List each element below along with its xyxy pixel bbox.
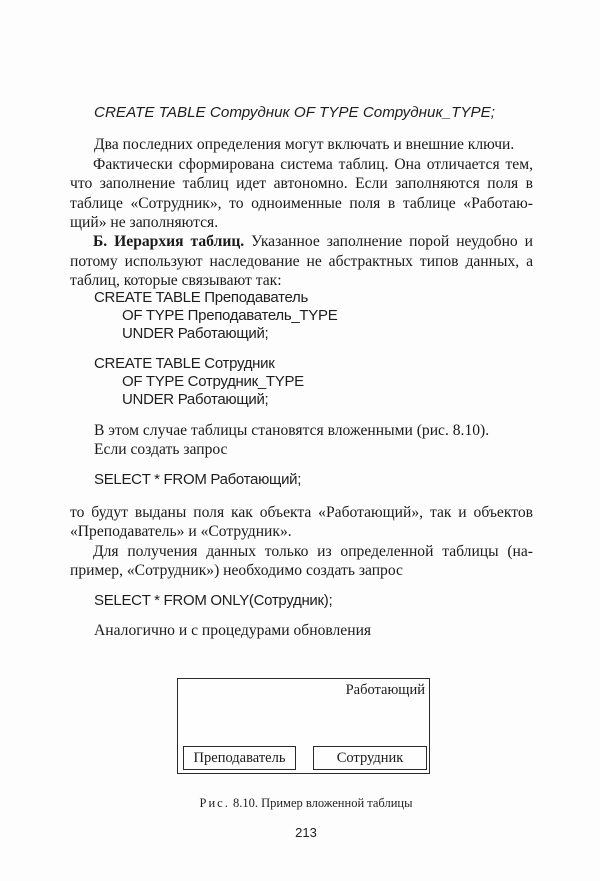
paragraph-line: таблиц, которые связывают так: <box>70 272 282 289</box>
paragraph-line: Для получения данных только из определенной таблицы (на- <box>93 543 533 560</box>
paragraph-line: таблице «Сотрудник», то одноименные поля в таблице «Работаю- <box>70 195 533 212</box>
code-line: OF TYPE Сотрудник_TYPE <box>122 373 304 390</box>
paragraph-foreign-keys: Два последних определения могут включать и внешние ключи. <box>94 136 515 153</box>
figure-inner-box-sotrudnik <box>313 746 427 770</box>
paragraph-line: Фактически сформирована система таблиц. Она отличается тем, <box>93 156 533 173</box>
figure-label-rabotayushchiy: Работающий <box>345 682 425 698</box>
section-heading: Б. Иерархия таблиц. <box>93 233 245 250</box>
paragraph-line: «Преподаватель» и «Сотрудник». <box>70 523 292 540</box>
code-select-all: SELECT * FROM Работающий; <box>94 471 302 488</box>
code-line: OF TYPE Преподаватель_TYPE <box>122 307 338 324</box>
paragraph-line: пример, «Сотрудник») необходимо создать запрос <box>70 562 403 579</box>
paragraph-line: Если создать запрос <box>94 441 228 458</box>
paragraph-line: то будут выданы поля как объекта «Работающий», так и объектов <box>70 504 533 521</box>
figure-label-prepodavatel: Преподаватель <box>193 749 286 766</box>
code-line: UNDER Работающий; <box>122 391 269 408</box>
paragraph-line: потому используют наследование не абстрактных типов данных, а <box>70 253 533 270</box>
paragraph-line: щий» не заполняются. <box>70 214 219 231</box>
paragraph-line: В этом случае таблицы становятся вложенными (рис. 8.10). <box>94 422 490 439</box>
figure-caption: Рис. 8.10. Пример вложенной таблицы <box>199 796 413 810</box>
paragraph-hierarchy-line: Б. Иерархия таблиц. Указанное заполнение порой неудобно и <box>93 233 534 250</box>
figure-inner-box-prepodavatel <box>183 746 296 770</box>
code-select-only: SELECT * FROM ONLY(Сотрудник); <box>94 592 333 609</box>
figure-outer-table-box <box>177 678 430 774</box>
code-line: CREATE TABLE Преподаватель <box>94 289 309 306</box>
paragraph-line: Аналогично и с процедурами обновления <box>94 622 372 639</box>
code-line: CREATE TABLE Сотрудник <box>94 355 275 372</box>
paragraph-line: что заполнение таблиц идет автономно. Если заполняются поля в <box>70 175 533 192</box>
figure-label-sotrudnik: Сотрудник <box>336 749 404 766</box>
code-line: UNDER Работающий; <box>122 325 269 342</box>
code-create-table-sotrudnik: CREATE TABLE Сотрудник OF TYPE Сотрудник_TYPE; <box>94 104 495 121</box>
page-number: 213 <box>295 825 317 840</box>
